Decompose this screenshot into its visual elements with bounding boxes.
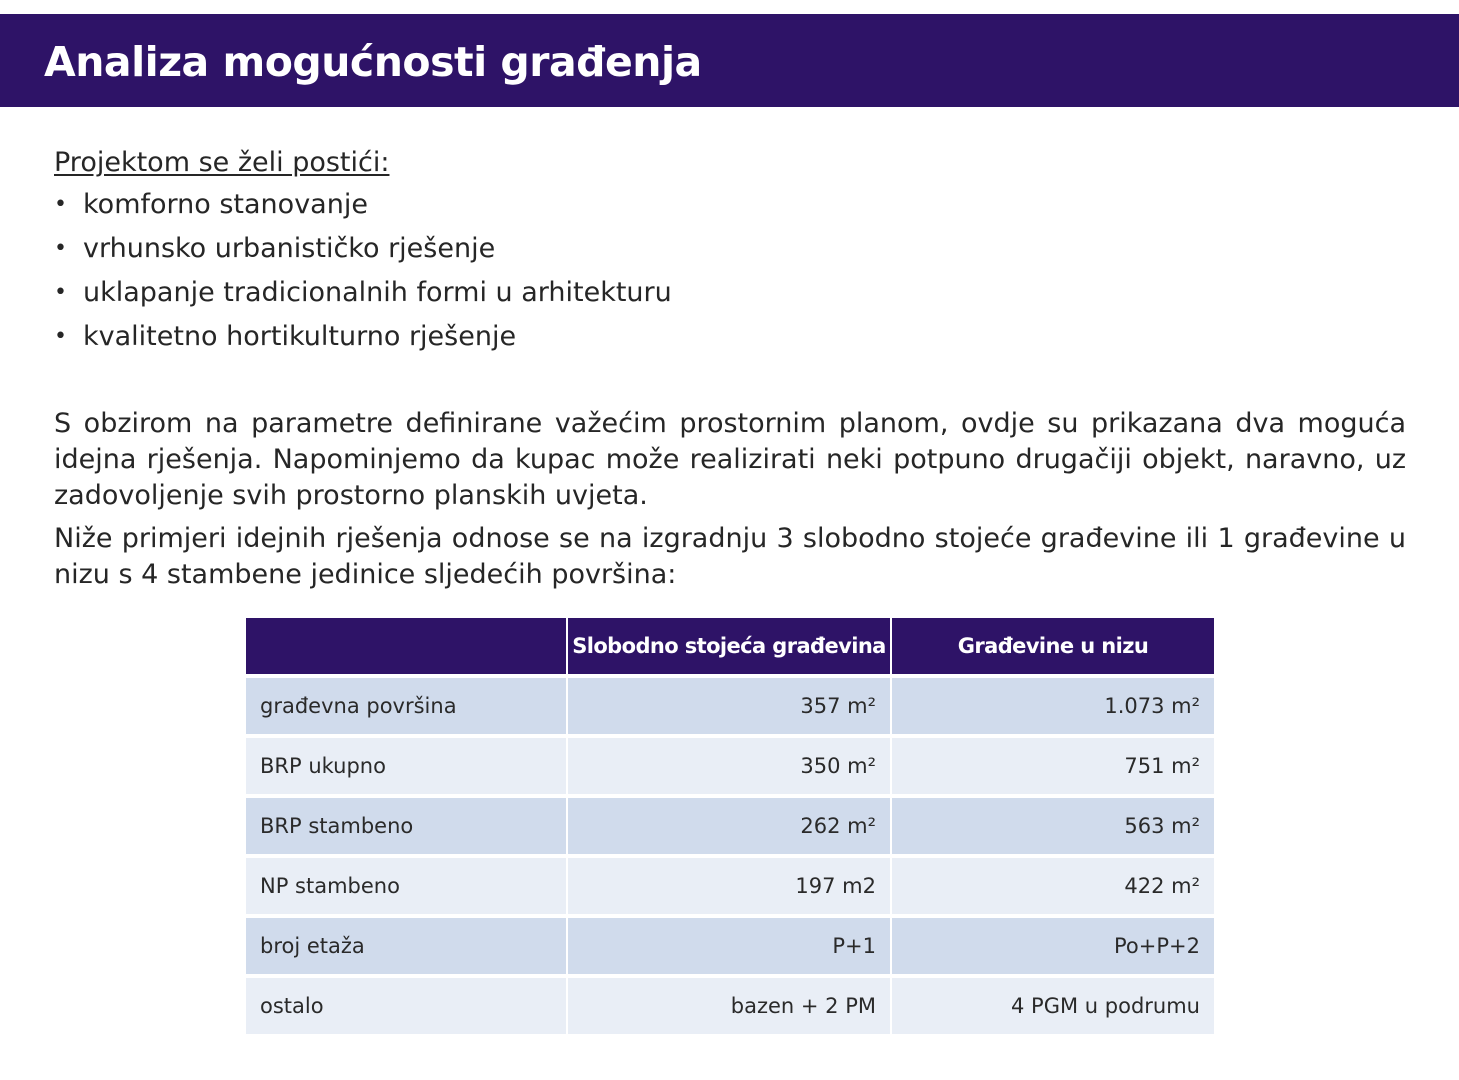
bullet-icon: •: [54, 192, 67, 217]
table-cell: 350 m²: [568, 738, 892, 798]
table-header-row: [246, 618, 1214, 678]
table-cell: 1.073 m²: [892, 678, 1214, 738]
table-row-label: ostalo: [246, 978, 568, 1034]
table-header-empty: [246, 618, 568, 678]
table-cell: P+1: [568, 918, 892, 978]
list-item: [54, 315, 1414, 359]
table-row-label: NP stambeno: [246, 858, 568, 918]
table-cell: bazen + 2 PM: [568, 978, 892, 1034]
list-item-text: komforno stanovanje: [83, 189, 368, 220]
table-cell: 422 m²: [892, 858, 1214, 918]
table-row-label: broj etaža: [246, 918, 568, 978]
list-item-text: uklapanje tradicionalnih formi u arhitekturu: [83, 277, 672, 308]
intro-paragraph: S obzirom na parametre definirane važećim prostornim planom, ovdje su prikazana dva moguća idejna rješenja. Napominjemo da kupac može realizirati neki potpuno drugačiji objekt, naravno, uz zadovoljenje svih prostorno planskih uvjeta.: [54, 408, 1406, 511]
table-cell: 262 m²: [568, 798, 892, 858]
table-row: [246, 738, 1214, 798]
goals-section: [54, 143, 1414, 359]
bullet-icon: •: [54, 236, 67, 261]
table-row: [246, 978, 1214, 1034]
table-cell: Po+P+2: [892, 918, 1214, 978]
table-row-label: BRP ukupno: [246, 738, 568, 798]
examples-paragraph: Niže primjeri idejnih rješenja odnose se na izgradnju 3 slobodno stojeće građevine ili 1 građevine u nizu s 4 stambene jedinice sljedećih površina:: [54, 523, 1406, 590]
bullet-icon: •: [54, 324, 67, 349]
table-cell: 4 PGM u podrumu: [892, 978, 1214, 1034]
table-header-row-houses: Građevine u nizu: [892, 618, 1214, 678]
goals-list: [54, 183, 1414, 359]
area-comparison-table: [246, 618, 1214, 1034]
list-item: [54, 227, 1414, 271]
table-row: [246, 678, 1214, 738]
table-cell: 751 m²: [892, 738, 1214, 798]
table-header-freestanding: Slobodno stojeća građevina: [568, 618, 892, 678]
list-item: [54, 183, 1414, 227]
table-cell: 197 m2: [568, 858, 892, 918]
table-cell: 563 m²: [892, 798, 1214, 858]
goals-heading: Projektom se želi postići:: [54, 147, 390, 178]
table-row: [246, 918, 1214, 978]
list-item-text: kvalitetno hortikulturno rješenje: [83, 321, 517, 352]
table-row: [246, 798, 1214, 858]
bullet-icon: •: [54, 280, 67, 305]
table-row-label: građevna površina: [246, 678, 568, 738]
list-item-text: vrhunsko urbanističko rješenje: [83, 233, 496, 264]
table-row: [246, 858, 1214, 918]
list-item: [54, 271, 1414, 315]
page-title: Analiza mogućnosti građenja: [44, 38, 702, 86]
table-cell: 357 m²: [568, 678, 892, 738]
table-row-label: BRP stambeno: [246, 798, 568, 858]
